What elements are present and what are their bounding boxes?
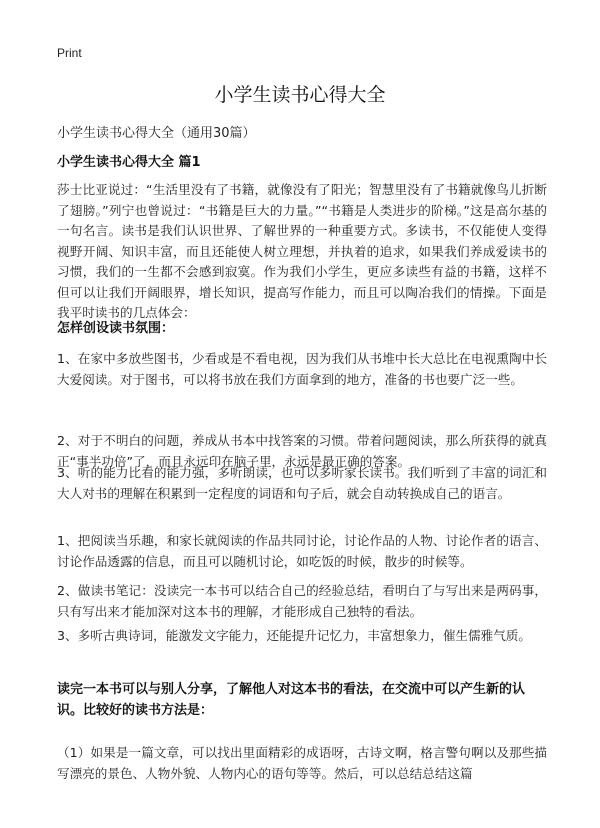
intro-paragraph: 莎士比亚说过：“生活里没有了书籍，就像没有了阳光；智慧里没有了书籍就像鸟儿折断了翅膀。”列宁也曾说过：“书籍是巨大的力量。”“书籍是人类进步的阶梯。”这是高尔基的一句名言。读书是我们认识世界、了解世界的一种重要方式。多读书，不仅能使人变得视野开阔、知识丰富，而且还能使人树立理想，并执着的追求，如果我们养成爱读书的习惯，我们的一生都不会感到寂寞。作为我们小学生，更应多读些有益的书籍，这样不但可以让我们开阔眼界，增长知识，提高写作能力，而且可以陶冶我们的情操。下面是我平时读书的几点体会： (57, 182, 547, 320)
atmosphere-item-1: 1、在家中多放些图书，少看或是不看电视，因为我们从书堆中长大总比在电视熏陶中长大爱阅读。对于图书，可以将书放在我们方面拿到的地方，准备的书也要广泛一些。 (57, 351, 547, 387)
print-link[interactable]: Print (57, 46, 82, 60)
atmosphere-item-3: 3、听的能力比看的能力强，多听朗读，也可以多听家长读书。我们听到了丰富的词汇和大人对书的理解在积累到一定程度的词语和句子后，就会自动转换成自己的语言。 (57, 465, 547, 501)
last-paragraph: （1）如果是一篇文章，可以找出里面精彩的成语呀，古诗文啊，格言警句啊以及那些描写漂亮的景色、人物外貌、人物内心的语句等等。然后，可以总结总结这篇 (57, 745, 547, 781)
page-subtitle: 小学生读书心得大全（通用30篇） (57, 126, 256, 141)
page-title: 小学生读书心得大全 (214, 84, 386, 106)
method-item-3: 3、多听古典诗词，能激发文字能力，还能提升记忆力，丰富想象力，催生儒雅气质。 (57, 628, 531, 643)
heading-reading-atmosphere: 怎样创设读书氛围： (57, 321, 175, 336)
atmosphere-item-2: 2、对于不明白的问题，养成从书本中找答案的习惯。带着问题阅读，那么所获得的就真正“事半功倍”了，而且永远印在脑子里，永远是最正确的答案。 (57, 433, 547, 469)
method-item-1: 1、把阅读当乐趣，和家长就阅读的作品共同讨论，讨论作品的人物、讨论作者的语言、讨论作品透露的信息，而且可以随机讨论，如吃饭的时候，散步的时候等。 (57, 533, 547, 569)
method-item-2: 2、做读书笔记：没读完一本书可以结合自己的经验总结，看明白了与写出来是两码事，只有写出来才能加深对这本书的理解，才能形成自己独特的看法。 (57, 583, 547, 619)
section-heading-1: 小学生读书心得大全 篇1 (57, 155, 201, 170)
heading-share-reading: 读完一本书可以与别人分享，了解他人对这本书的看法，在交流中可以产生新的认识。比较好的读书方法是： (57, 682, 526, 718)
